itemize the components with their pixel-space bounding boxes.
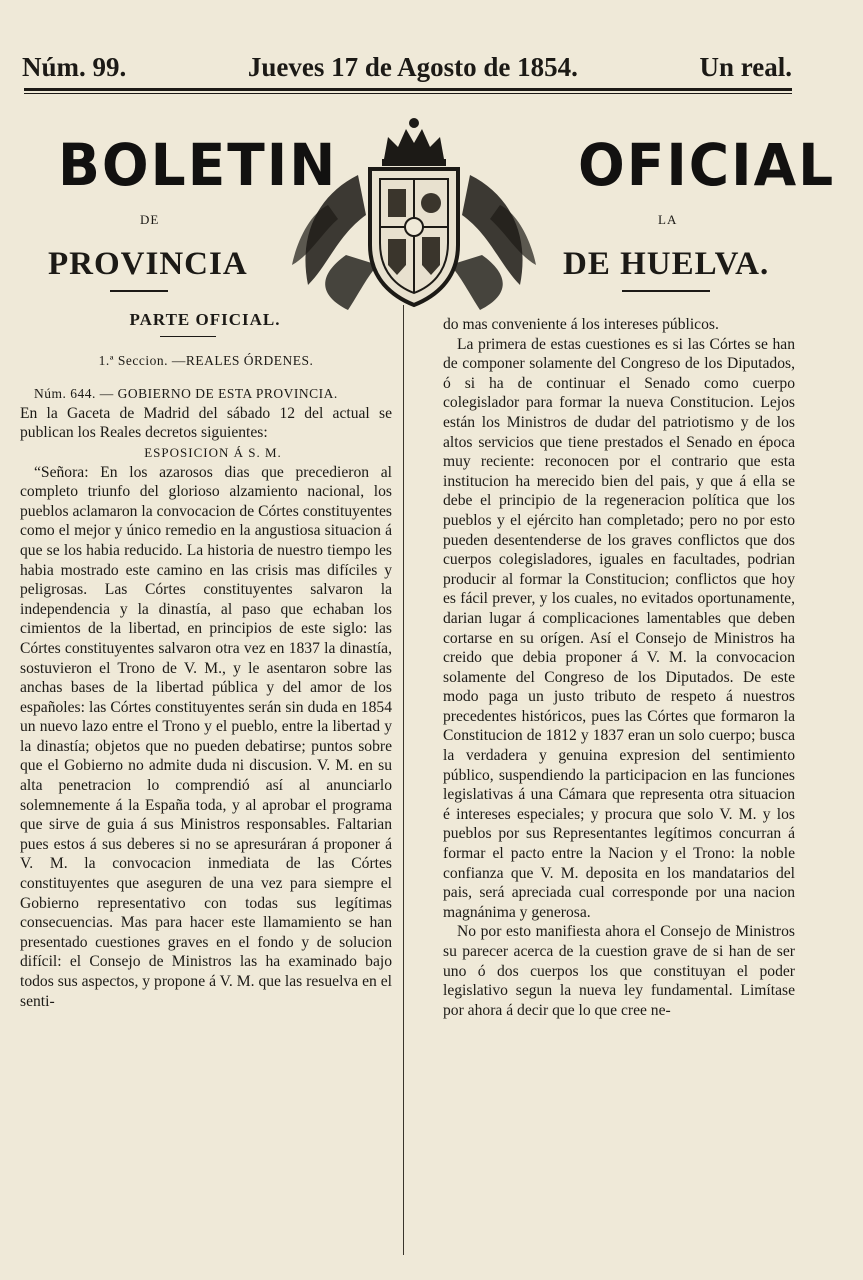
title-de-huelva: DE HUELVA. — [563, 246, 770, 282]
ornament-right — [622, 290, 710, 292]
masthead-top-line — [22, 52, 792, 83]
title-provincia: PROVINCIA — [48, 246, 248, 282]
title-de: DE — [140, 212, 160, 227]
body-paragraph: “Señora: En los azarosos dias que precedieron al completo triunfo del glorioso alzamiento nacional, los pueblos aclamaron la convocacion de Córtes constituyentes como el mejor y único remedio en la angustiosa situacion á que se los habia reducido. La historia de nuestro tiempo les habia mostrado este camino en las crisis mas difíciles y peligrosas. Las Córtes constituyentes salvaron la independencia y la dinastía, al paso que echaban los cimientos de la libertad, en principios de este siglo: las Córtes constituyentes salvaron otra vez en 1837 la dinastía, sostuvieron el Trono de V. M., y le asentaron sobre las anchas bases de la libertad pública y del amor de los españoles: las Córtes constituyentes serán sin duda en 1854 un nuevo lazo entre el Trono y el pueblo, entre la libertad y la dinastía; objetos que no pueden debatirse; puntos sobre que el Gobierno no admite duda ni discusion. V. M. en su alta penetracion lo comprendió así al anunciarlo solemnemente á la España toda, y al aprobar el programa que sirve de guia á sus Ministros responsables. Faltarian pues estos á sus deberes si no se apresuráran á proponer á V. M. la convocacion inmediata de las Córtes constituyentes que aseguren de una vez para siempre el Gobierno representativo con todas sus legítimas consecuencias. Mas para hacer este llamamiento se han presentado cuestiones graves en el fondo y de solucion difícil: el Consejo de Ministros las ha examinado bajo todos sus aspectos, y propone á V. M. que las resuelva en el senti- — [20, 463, 392, 1010]
right-column — [443, 315, 795, 1020]
paragraph-2: No por esto manifiesta ahora el Consejo de Ministros su parecer acerca de la cuestion grave de si han de ser uno ó dos cuerpos los que constituyan el poder legislativo segun la nueva ley fundamental. Limítase por ahora á decir que lo que cree ne- — [443, 923, 795, 1019]
left-column — [20, 310, 392, 1011]
exposition-heading: ESPOSICION Á S. M. — [144, 444, 282, 460]
masthead-rule-thin — [24, 93, 792, 94]
heading-rule — [160, 336, 216, 337]
masthead-rule — [24, 88, 792, 91]
intro-paragraph: En la Gaceta de Madrid del sábado 12 del actual se publican los Reales decretos siguientes: — [20, 404, 392, 442]
decree-number: Núm. 644. — GOBIERNO DE ESTA PROVINCIA. — [34, 386, 338, 402]
column-divider — [403, 305, 404, 1255]
title-oficial: OFICIAL — [578, 131, 836, 199]
paragraph-1: La primera de estas cuestiones es si las Córtes se han de componer solamente del Congreso de los Diputados, ó si ha de continuar el Senado como cuerpo colegislador para formar la nueva Constitucion. Lejos están los Ministros de dudar del patriotismo y de los altos servicios que tiene prestados el Senado en época muy reciente: reconocen por el contrario que esta institucion ha merecido bien del pais, y que á ella se debe el principio de la regeneracion política que los pueblos y el ejército han completado; pero no por esto pueden desentenderse de los graves conflictos que dos cuerpos colegisladores, iguales en facultades, podrian producir al formar la Constitucion; conflictos que hoy es fácil prever, y los cuales, no evitados oportunamente, darian lugar á complicaciones lamentables que deben cortarse en su orígen. Así el Consejo de Ministros ha creido que debia proponer á V. M. la convocacion solamente del Congreso de los Diputados. De este modo paga un justo tributo de respeto á nuestros precedentes históricos, pues las Córtes que formaron la Constitucion de 1812 y 1837 eran un solo cuerpo; busca la verdadera y genuina expresion del sentimiento público, suspendiendo la participacion en las funciones legislativas á una Cámara que representa otra situacion é intereses especiales; y procura que solo V. M. y los pueblos por sus Representantes legítimos concurran á formar el pacto entre la Nacion y el Trono: la noble confianza que V. M. deposita en los mandatarios del pais, será apreciada cual corresponde por una nacion magnánima y generosa. — [443, 335, 795, 921]
issue-number: Núm. 99. — [22, 52, 127, 82]
section-label: 1.ª Seccion. —REALES ÓRDENES. — [98, 352, 314, 368]
continuation-text: do mas conveniente á los intereses públicos. — [443, 316, 719, 333]
issue-price: Un real. — [699, 52, 792, 82]
title-la: LA — [658, 212, 678, 227]
issue-date: Jueves 17 de Agosto de 1854. — [247, 52, 578, 82]
ornament-left — [110, 290, 168, 292]
coat-of-arms-icon — [288, 115, 540, 315]
title-boletin: BOLETIN — [58, 131, 338, 199]
section-heading: PARTE OFICIAL. — [129, 310, 281, 329]
